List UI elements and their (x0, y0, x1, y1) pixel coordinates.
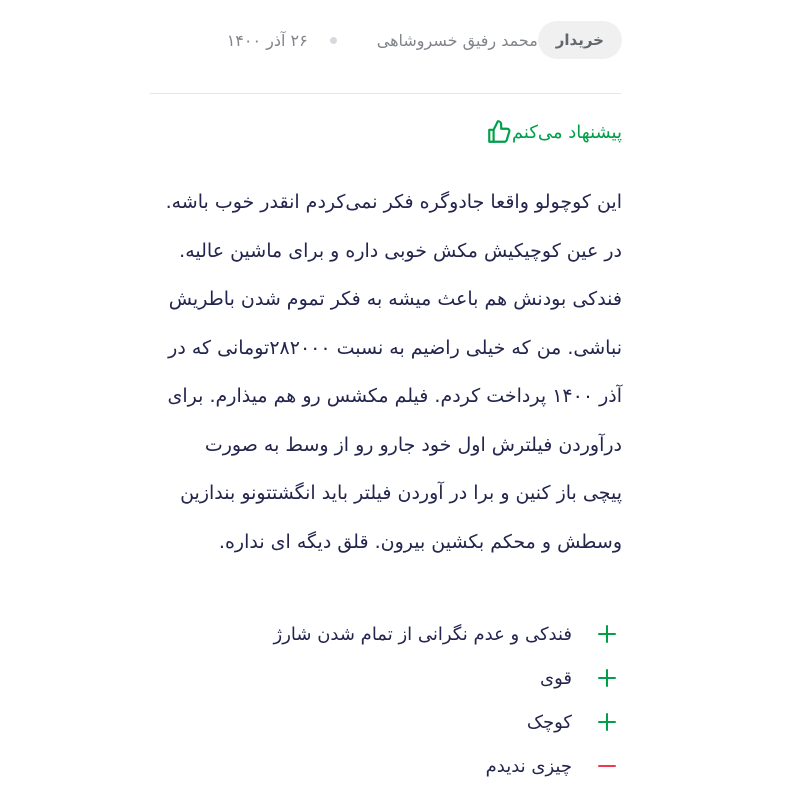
pro-item (274, 612, 622, 656)
buyer-badge: خریدار (538, 21, 622, 59)
pros-cons-list (274, 612, 622, 788)
pro-label: کوچک (526, 711, 572, 733)
separator-dot (330, 37, 337, 44)
review-text: این کوچولو واقعا جادوگره فکر نمی‌کردم انقدر خوب باشه. در عین کوچیکیش مکش خوبی داره و برای ماشین عالیه. فندکی بودنش هم باعث میشه به فکر تموم شدن باطریش نباشی. من که خیلی راضیم به نسبت ۲۸۲۰۰۰تومانی که در آذر ۱۴۰۰ پرداخت کردم. فیلم مکشس رو هم میذارم. برای درآوردن فیلترش اول خود جارو رو از وسط به صورت پیچی باز کنین و برا در آوردن فیلتر باید انگشتتونو بندازین وسطش و محکم بکشین بیرون. قلق دیگه ای نداره. (165, 191, 622, 553)
plus-icon (592, 712, 622, 732)
pro-item (274, 656, 622, 700)
plus-icon (592, 624, 622, 644)
review-date: ۲۶ آذر ۱۴۰۰ (226, 30, 308, 50)
recommendation (474, 115, 622, 149)
pro-label: فندکی و عدم نگرانی از تمام شدن شارژ (273, 623, 572, 645)
review-meta (213, 20, 622, 60)
recommendation-label: پیشنهاد می‌کنم (511, 121, 622, 143)
con-label: چیزی ندیدم (485, 755, 572, 777)
divider (150, 93, 621, 94)
pro-item (274, 700, 622, 744)
con-item (274, 744, 622, 788)
thumbs-up-icon (486, 119, 512, 145)
plus-icon (592, 668, 622, 688)
review-author: محمد رفیق خسروشاهی (376, 30, 538, 50)
minus-icon (592, 756, 622, 776)
pro-label: قوی (540, 667, 572, 689)
